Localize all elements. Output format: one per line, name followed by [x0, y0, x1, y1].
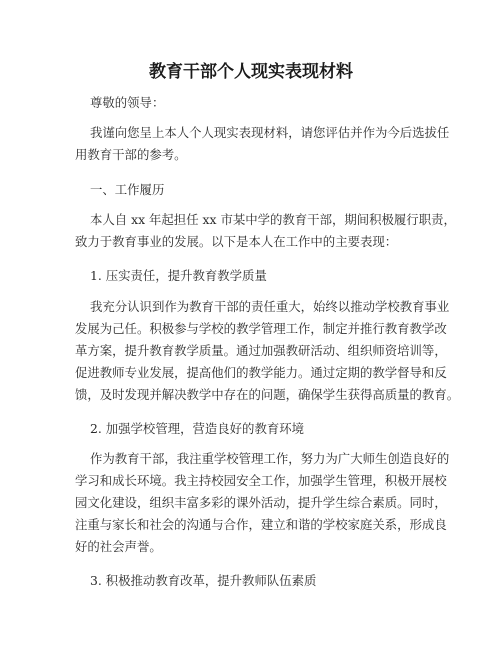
- paragraph-line: 发展为己任。积极参与学校的教学管理工作，制定并推行教育教学改: [75, 321, 447, 336]
- salutation: 尊敬的领导：: [90, 95, 165, 110]
- paragraph-line: 注重与家长和社会的沟通与合作，建立和谐的学校家庭关系，形成良: [75, 517, 447, 532]
- paragraph-line: 学习和成长环境。我主持校园安全工作，加强学生管理，积极开展校: [75, 473, 447, 488]
- paragraph-line: 促进教师专业发展，提高他们的教学能力。通过定期的教学督导和反: [75, 365, 447, 380]
- paragraph-line: 本人自 xx 年起担任 xx 市某中学的教育干部，期间积极履行职责，: [90, 212, 456, 227]
- paragraph-line: 馈，及时发现并解决教学中存在的问题，确保学生获得高质量的教育。: [75, 387, 460, 402]
- section-heading: 一、工作履历: [90, 182, 165, 197]
- item-heading: 3. 积极推动教育改革，提升教师队伍素质: [90, 573, 317, 588]
- item-heading: 2. 加强学校管理，营造良好的教育环境: [90, 421, 305, 436]
- paragraph-line: 园文化建设，组织丰富多彩的课外活动，提升学生综合素质。同时，: [75, 495, 447, 510]
- intro-line: 用教育干部的参考。: [75, 147, 187, 162]
- paragraph-line: 致力于教育事业的发展。以下是本人在工作中的主要表现：: [75, 234, 398, 249]
- paragraph-line: 好的社会声誉。: [75, 539, 162, 554]
- item-heading: 1. 压实责任，提升教育教学质量: [90, 268, 267, 283]
- paragraph-line: 作为教育干部，我注重学校管理工作，努力为广大师生创造良好的: [90, 451, 450, 466]
- paragraph-line: 我充分认识到作为教育干部的责任重大，始终以推动学校教育事业: [90, 299, 450, 314]
- document-title: 教育干部个人现实表现材料: [149, 62, 353, 82]
- intro-line: 我谨向您呈上本人个人现实表现材料，请您评估并作为今后选拔任: [90, 125, 450, 140]
- paragraph-line: 革方案，提升教育教学质量。通过加强教研活动、组织师资培训等，: [75, 343, 447, 358]
